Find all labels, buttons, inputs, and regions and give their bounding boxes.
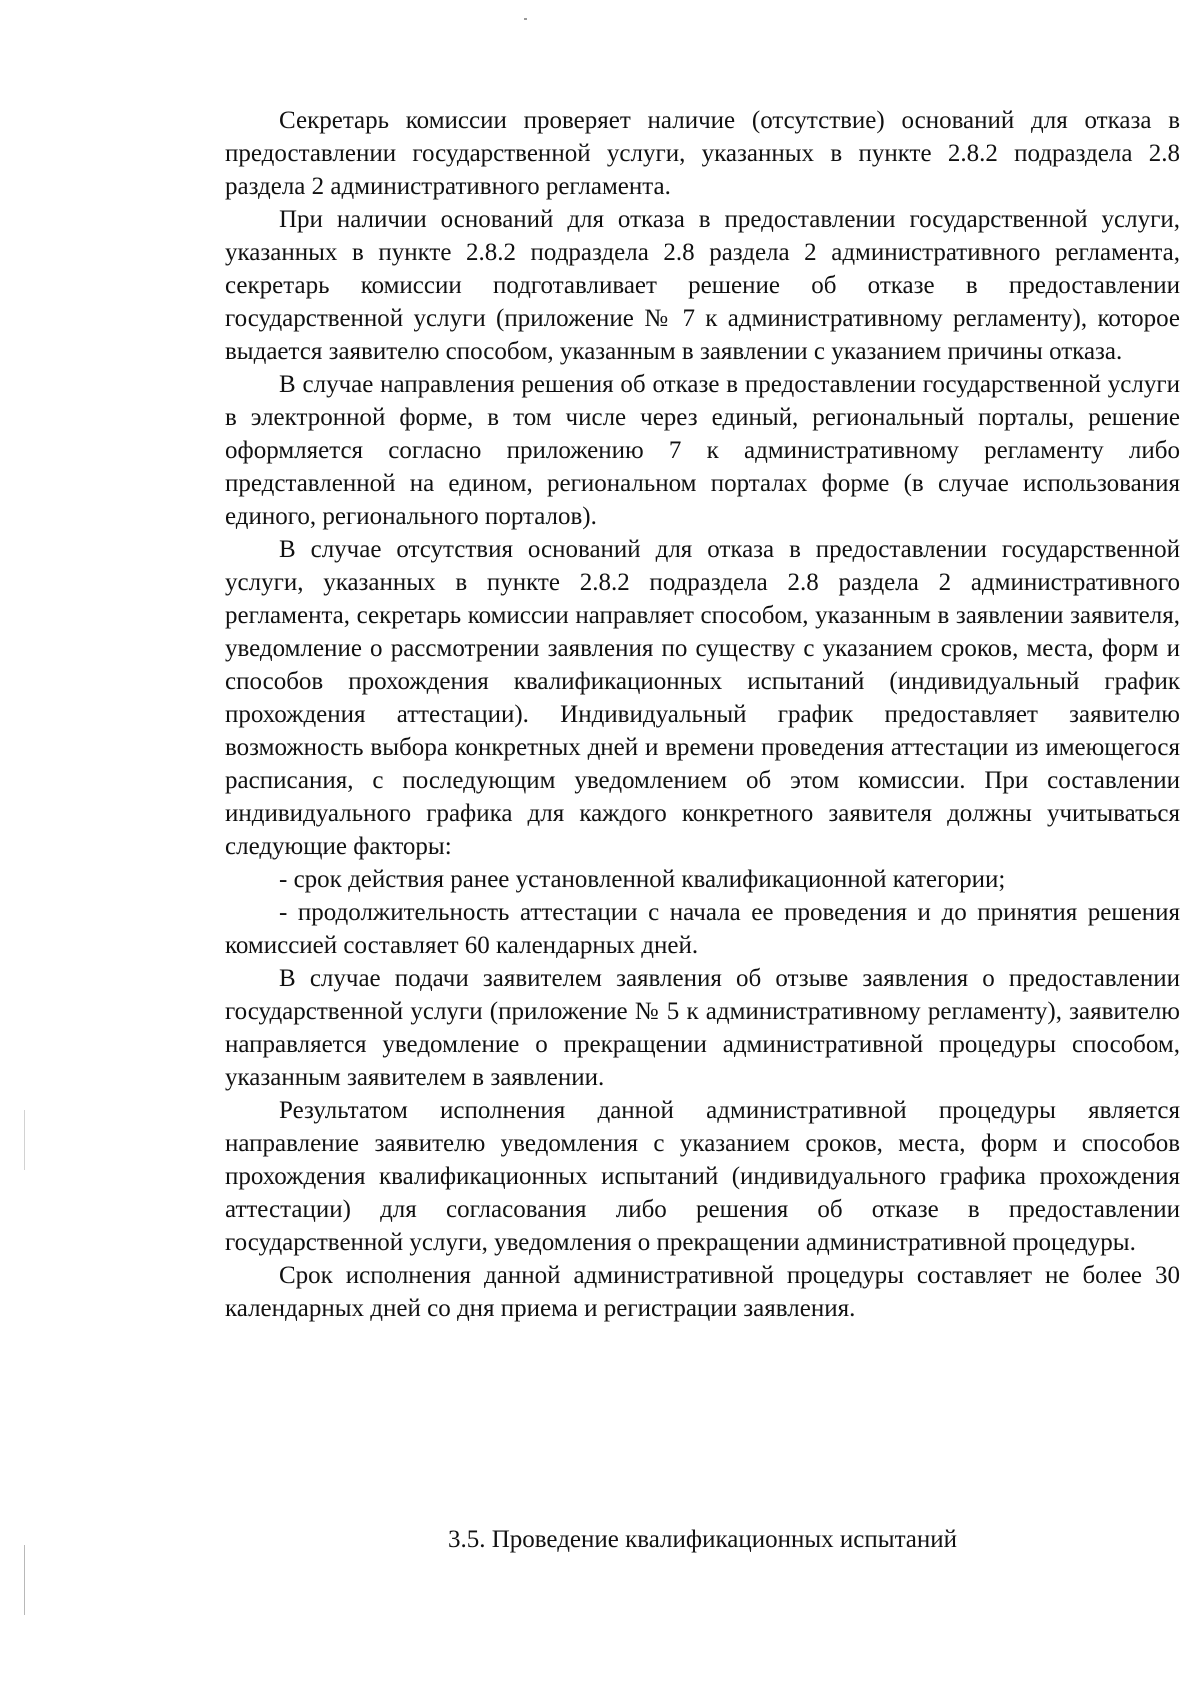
paragraph: Секретарь комиссии проверяет наличие (отсутствие) оснований для отказа в предоставлении государственной услуги, указанных в пункте 2.8.2 подраздела 2.8 раздела 2 административного регламента. xyxy=(225,107,1180,200)
paragraph: Результатом исполнения данной административной процедуры является направление заявителю уведомления с указанием сроков, места, форм и способов прохождения квалификационных испытаний (индивидуального графика прохождения аттестации) для согласования либо решения об отказе в предоставлении государственной услуги, уведомления о прекращении административной процедуры. xyxy=(225,1097,1180,1256)
scan-artifact xyxy=(24,1110,25,1170)
scan-artifact xyxy=(24,1545,25,1615)
paragraph: В случае подачи заявителем заявления об отзыве заявления о предоставлении государственной услуги (приложение № 5 к административному регламенту), заявителю направляется уведомление о прекращении административной процедуры способом, указанным заявителем в заявлении. xyxy=(225,965,1180,1091)
paragraph: В случае отсутствия оснований для отказа в предоставлении государственной услуги, указанных в пункте 2.8.2 подраздела 2.8 раздела 2 административного регламента, секретарь комиссии направляет способом, указанным в заявлении заявителя, уведомление о рассмотрении заявления по существу с указанием сроков, места, форм и способов прохождения квалификационных испытаний (индивидуальный график прохождения аттестации). Индивидуальный график предоставляет заявителю возможность выбора конкретных дней и времени проведения аттестации из имеющегося расписания, с последующим уведомлением об этом комиссии. При составлении индивидуального графика для каждого конкретного заявителя должны учитываться следующие факторы: xyxy=(225,536,1180,860)
paragraph: В случае направления решения об отказе в предоставлении государственной услуги в электронной форме, в том числе через единый, региональный порталы, решение оформляется согласно приложению 7 к административному регламенту либо представленной на едином, региональном порталах форме (в случае использования единого, регионального порталов). xyxy=(225,371,1180,530)
paragraph: При наличии оснований для отказа в предоставлении государственной услуги, указанных в пункте 2.8.2 подраздела 2.8 раздела 2 административного регламента, секретарь комиссии подготавливает решение об отказе в предоставлении государственной услуги (приложение № 7 к административному регламенту), которое выдается заявителю способом, указанным в заявлении с указанием причины отказа. xyxy=(225,206,1180,365)
paragraph: Срок исполнения данной административной процедуры составляет не более 30 календарных дней со дня приема и регистрации заявления. xyxy=(225,1262,1180,1322)
document-body xyxy=(225,104,1180,1325)
list-item: - срок действия ранее установленной квалификационной категории; xyxy=(279,866,1006,893)
list-item: - продолжительность аттестации с начала ее проведения и до принятия решения комиссией составляет 60 календарных дней. xyxy=(225,899,1180,959)
scan-artifact xyxy=(524,18,527,20)
section-heading: 3.5. Проведение квалификационных испытаний xyxy=(447,1526,958,1553)
